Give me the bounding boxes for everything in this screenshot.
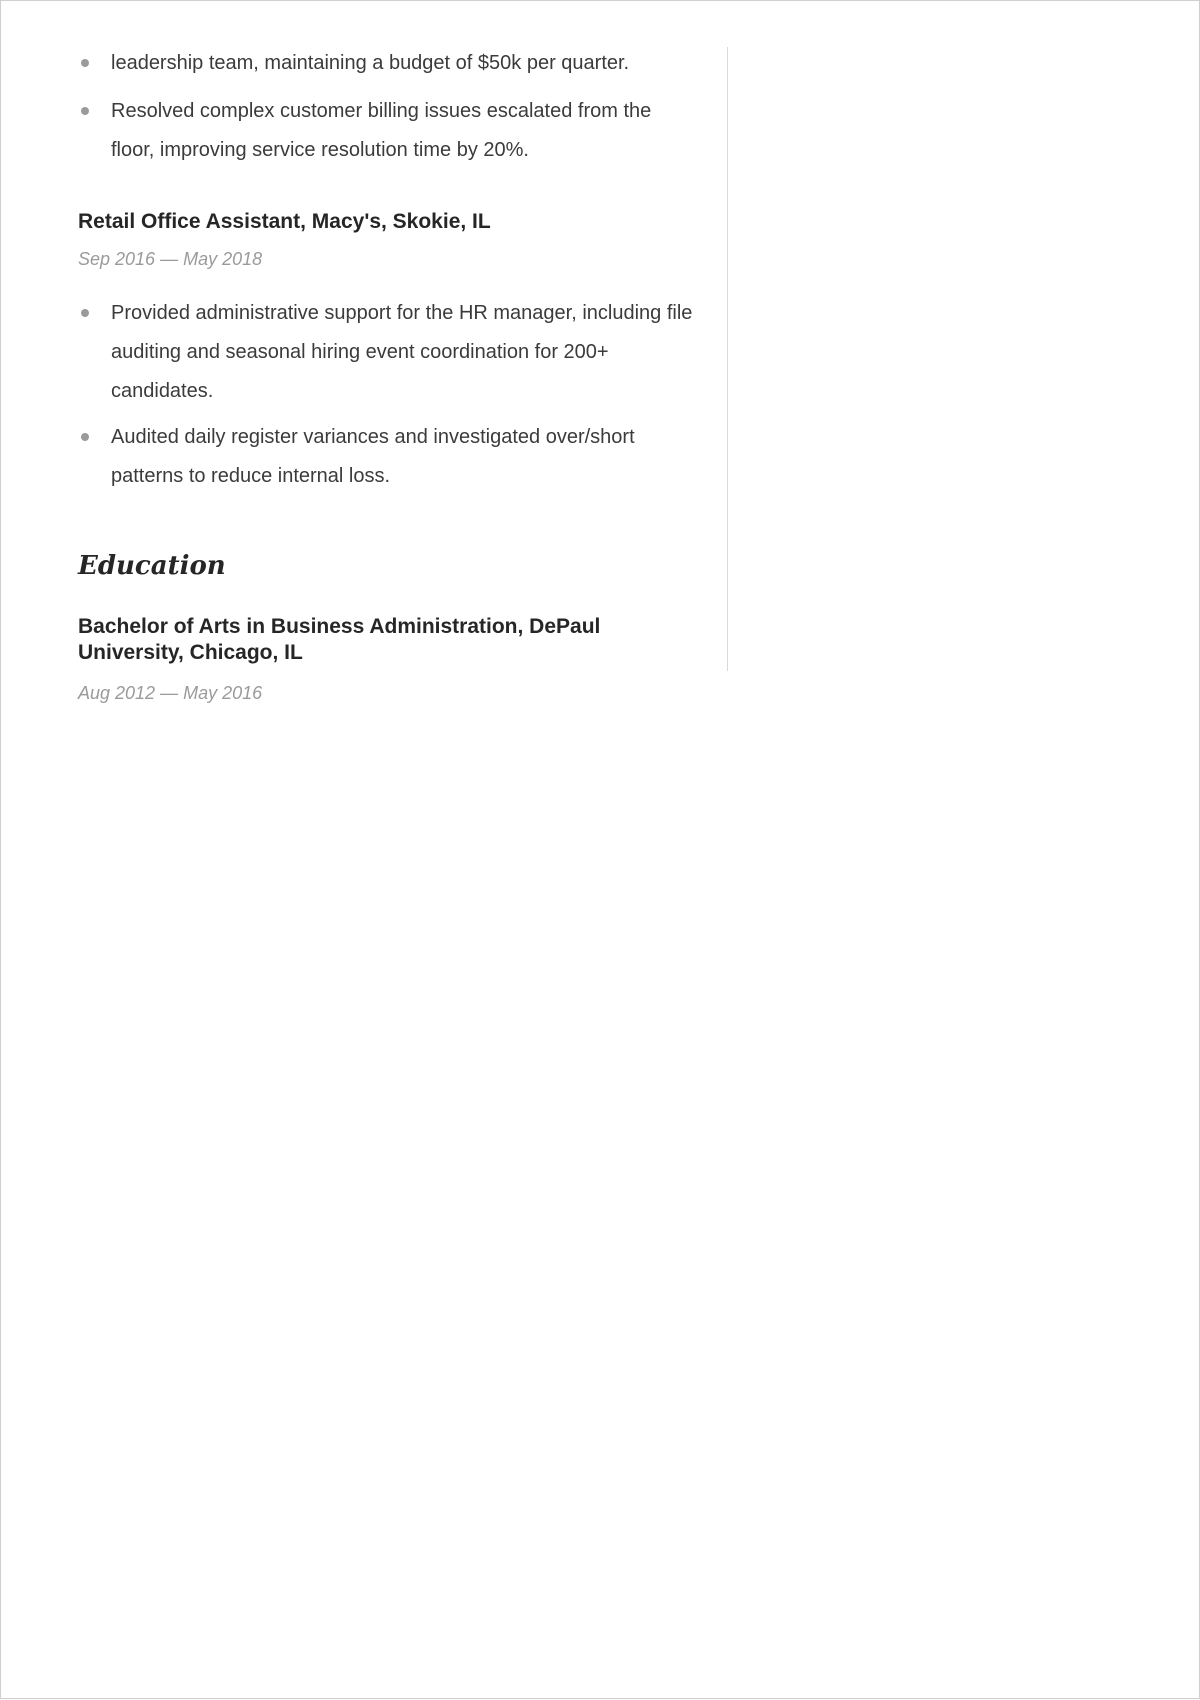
bullet-dot-icon bbox=[81, 433, 89, 441]
section-title-education: Education bbox=[78, 551, 226, 581]
bullet-text: leadership team, maintaining a budget of $50k per quarter. bbox=[111, 52, 630, 74]
bullet-text: Audited daily register variances and investigated over/short patterns to reduce internal loss. bbox=[111, 426, 635, 487]
bullet-dot-icon bbox=[81, 59, 89, 67]
bullet-item bbox=[78, 44, 698, 83]
job-dates: Sep 2016 — May 2018 bbox=[78, 249, 263, 269]
bullet-dot-icon bbox=[81, 107, 89, 115]
degree-title: Bachelor of Arts in Business Administration, DePaul University, Chicago, IL bbox=[78, 615, 601, 664]
bullet-item bbox=[78, 92, 698, 170]
education-dates: Aug 2012 — May 2016 bbox=[78, 683, 263, 703]
job-title: Retail Office Assistant, Macy's, Skokie, IL bbox=[78, 210, 491, 233]
job-bullets bbox=[78, 294, 698, 496]
bullet-dot-icon bbox=[81, 309, 89, 317]
bullet-item bbox=[78, 418, 698, 496]
previous-job-bullets bbox=[78, 44, 698, 170]
bullet-text: Provided administrative support for the HR manager, including file auditing and seasonal hiring event coordination for 200+ candidates. bbox=[111, 302, 693, 402]
bullet-item bbox=[78, 294, 698, 411]
column-divider bbox=[727, 47, 728, 671]
bullet-text: Resolved complex customer billing issues escalated from the floor, improving service resolution time by 20%. bbox=[111, 100, 652, 161]
main-column bbox=[78, 47, 698, 704]
